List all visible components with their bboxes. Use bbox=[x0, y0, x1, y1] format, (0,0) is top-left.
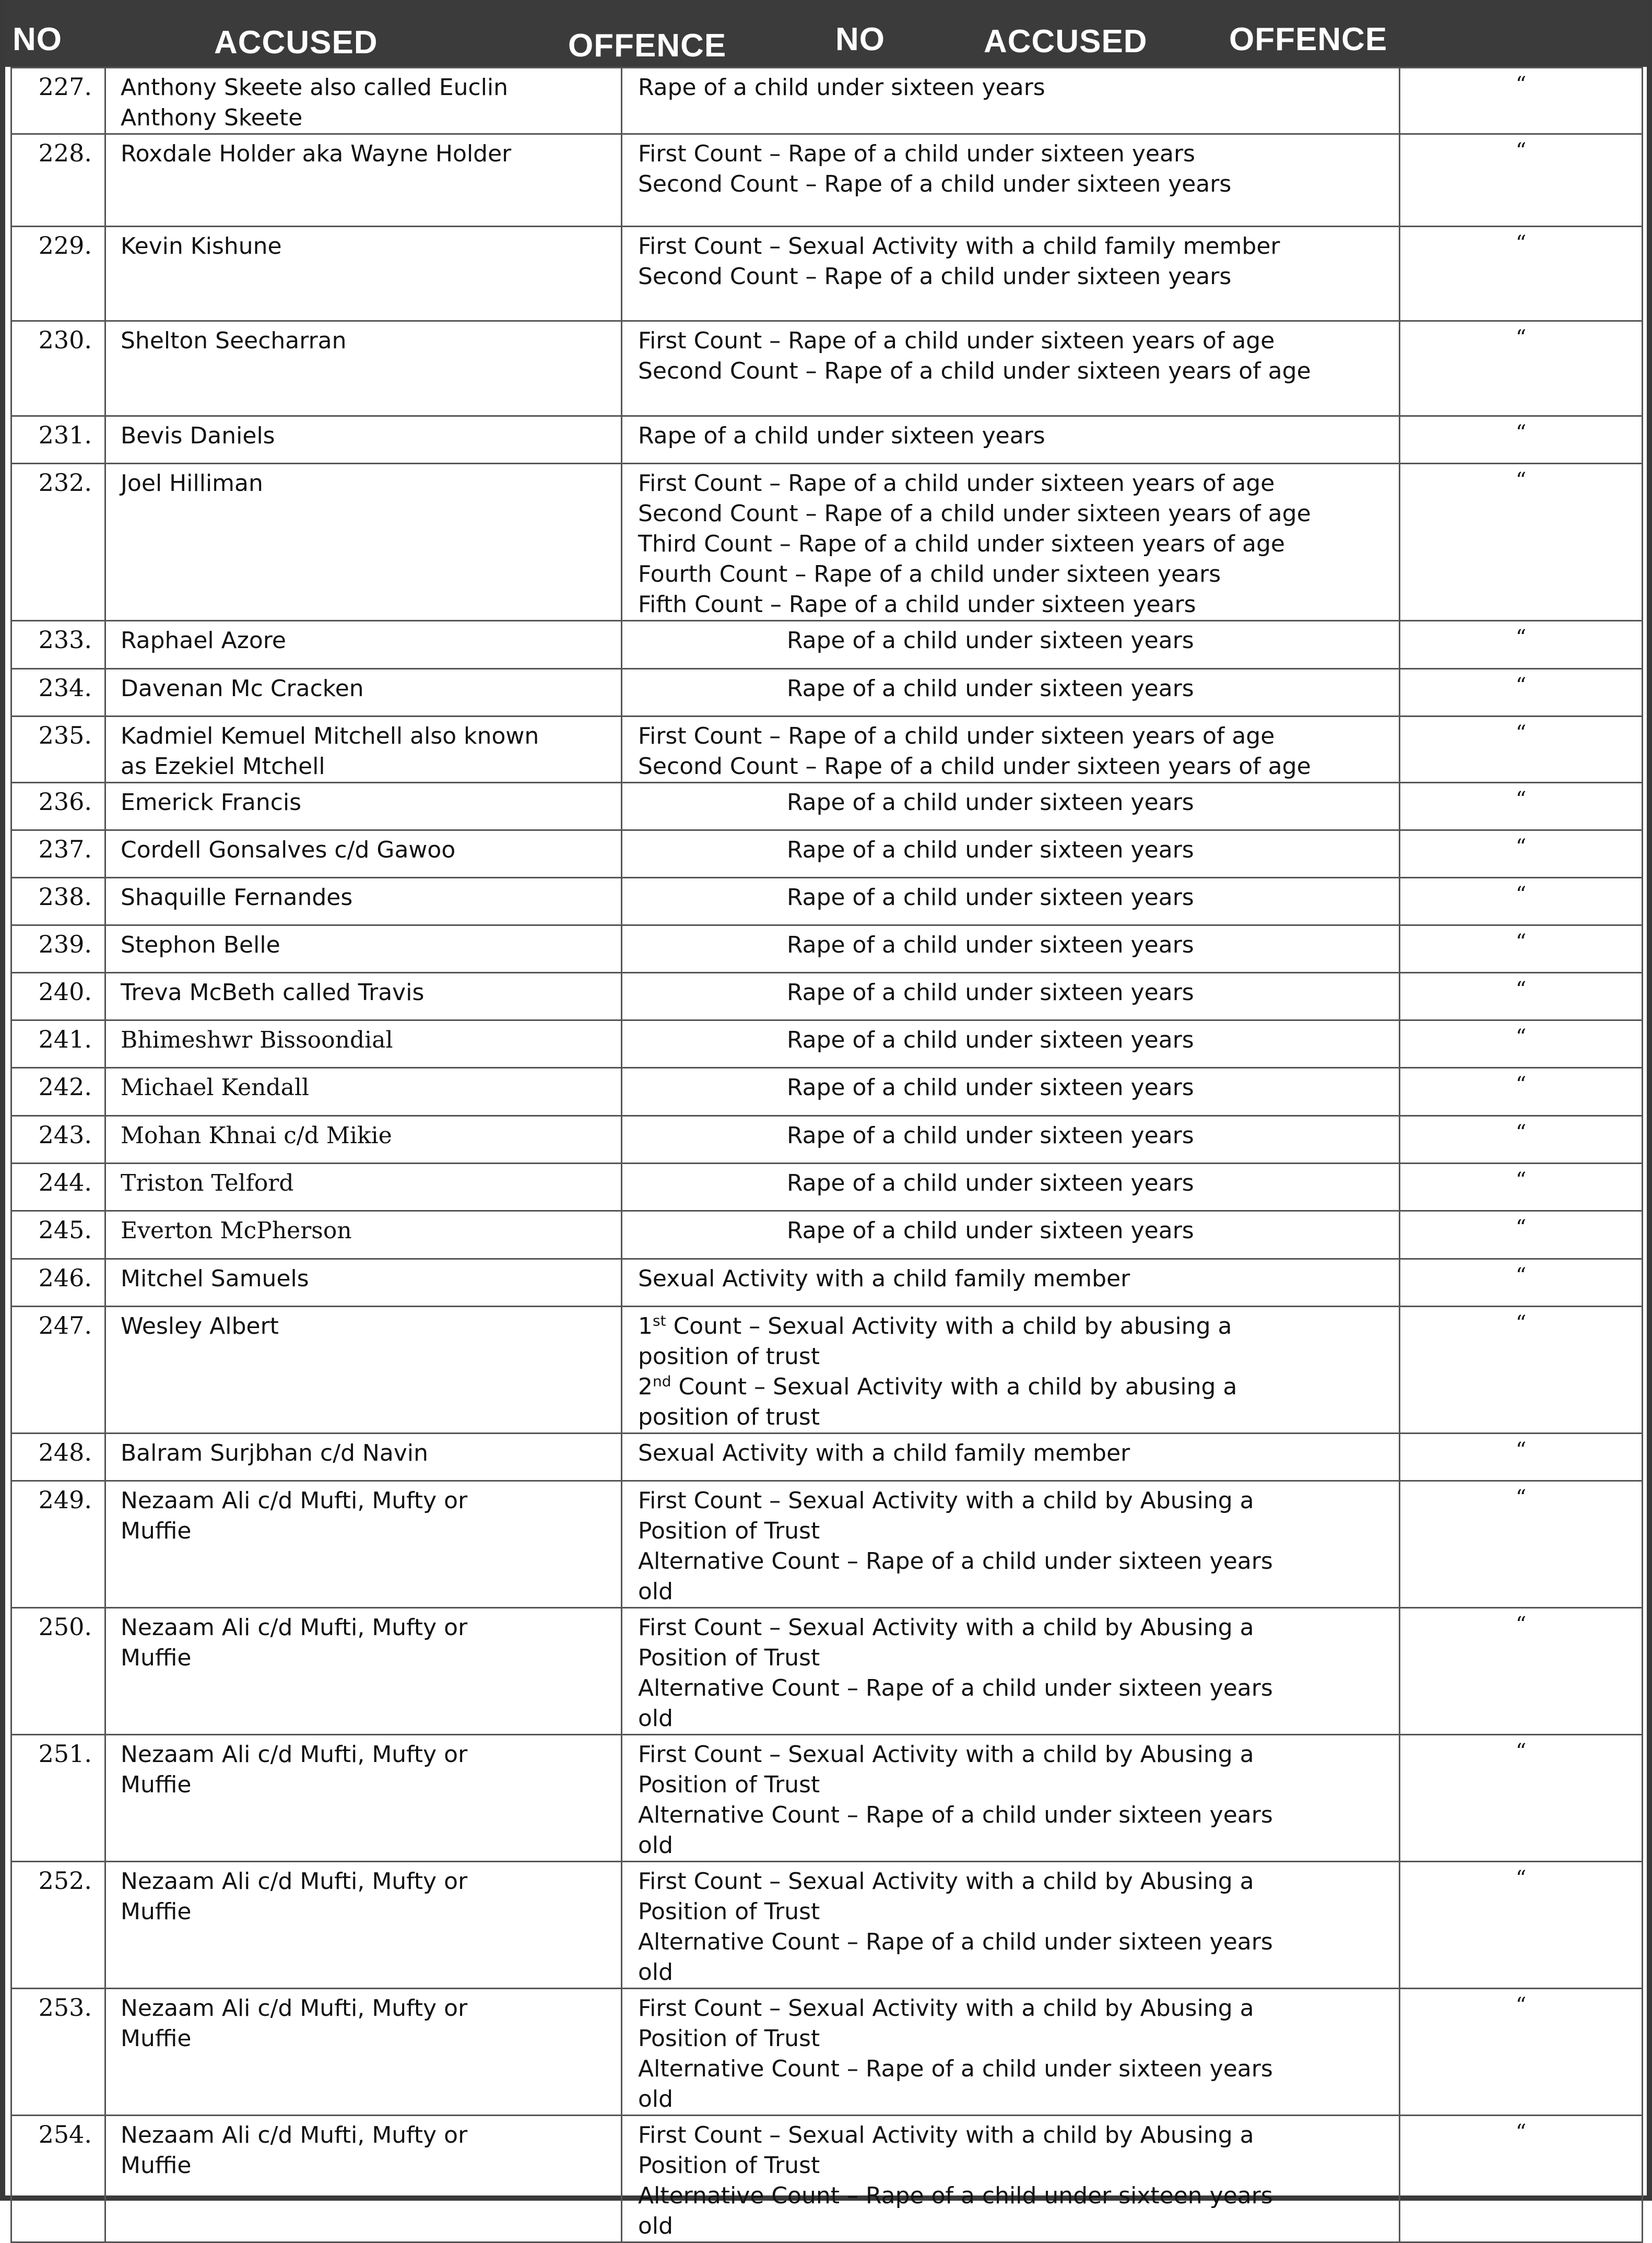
accused-cell bbox=[105, 925, 622, 973]
offence-cell bbox=[622, 783, 1400, 830]
ditto-mark: “ bbox=[1400, 925, 1643, 973]
accused-cell bbox=[105, 464, 622, 621]
accused-name-line: Bevis Daniels bbox=[121, 422, 275, 449]
ditto-mark: “ bbox=[1400, 717, 1643, 783]
offence-cell bbox=[622, 1164, 1400, 1211]
accused-name-line: Shaquille Fernandes bbox=[121, 884, 353, 911]
accused-cell bbox=[105, 783, 622, 830]
offence-line: Sexual Activity with a child family member bbox=[638, 1440, 1130, 1466]
offence-line: Second Count – Rape of a child under sixteen years of age bbox=[638, 753, 1311, 780]
table-row bbox=[11, 68, 1643, 134]
offence-cell bbox=[622, 2116, 1400, 2242]
accused-name-line: Everton McPherson bbox=[121, 1217, 352, 1244]
offence-cell bbox=[622, 1434, 1400, 1481]
table-row bbox=[11, 1989, 1643, 2116]
row-number: 246. bbox=[11, 1259, 105, 1307]
offence-line: Fifth Count – Rape of a child under sixteen years bbox=[638, 591, 1196, 618]
accused-cell bbox=[105, 1735, 622, 1862]
accused-register-table bbox=[10, 67, 1643, 2243]
offence-line: Rape of a child under sixteen years bbox=[787, 837, 1194, 863]
row-number: 240. bbox=[11, 973, 105, 1020]
offence-line: First Count – Rape of a child under sixteen years of age bbox=[638, 470, 1275, 497]
offence-cell bbox=[622, 1989, 1400, 2116]
row-number: 251. bbox=[11, 1735, 105, 1862]
accused-name-line: Nezaam Ali c/d Mufti, Mufty or bbox=[121, 2122, 468, 2148]
ditto-mark: “ bbox=[1400, 68, 1643, 134]
accused-name-line: Michael Kendall bbox=[121, 1074, 310, 1101]
offence-line: old bbox=[638, 1959, 674, 1986]
offence-line: First Count – Sexual Activity with a child family member bbox=[638, 233, 1280, 260]
accused-cell bbox=[105, 1020, 622, 1068]
offence-line: Alternative Count – Rape of a child under sixteen years bbox=[638, 2182, 1273, 2209]
offence-line: First Count – Sexual Activity with a child by Abusing a bbox=[638, 2122, 1254, 2148]
accused-name-line: Davenan Mc Cracken bbox=[121, 675, 364, 702]
table-row bbox=[11, 783, 1643, 830]
row-number: 232. bbox=[11, 464, 105, 621]
offence-line: Rape of a child under sixteen years bbox=[787, 627, 1194, 654]
offence-line: Alternative Count – Rape of a child under sixteen years bbox=[638, 1675, 1273, 1701]
offence-cell bbox=[622, 1068, 1400, 1116]
row-number: 243. bbox=[11, 1116, 105, 1164]
offence-line: Rape of a child under sixteen years bbox=[638, 422, 1045, 449]
row-number: 236. bbox=[11, 783, 105, 830]
header-offence: OFFENCE bbox=[568, 28, 727, 64]
accused-cell bbox=[105, 416, 622, 464]
row-number: 245. bbox=[11, 1211, 105, 1259]
offence-line: First Count – Sexual Activity with a child by Abusing a bbox=[638, 1995, 1254, 2022]
accused-name-line: Nezaam Ali c/d Mufti, Mufty or bbox=[121, 1741, 468, 1768]
offence-line: Position of Trust bbox=[638, 1645, 820, 1671]
offence-line: old bbox=[638, 1578, 674, 1605]
ditto-mark: “ bbox=[1400, 1608, 1643, 1735]
row-number: 235. bbox=[11, 717, 105, 783]
ditto-mark: “ bbox=[1400, 464, 1643, 621]
row-number: 239. bbox=[11, 925, 105, 973]
ditto-mark: “ bbox=[1400, 1989, 1643, 2116]
ditto-mark: “ bbox=[1400, 2116, 1643, 2242]
accused-cell bbox=[105, 227, 622, 321]
row-number: 237. bbox=[11, 830, 105, 878]
offence-line: old bbox=[638, 1705, 674, 1732]
accused-cell bbox=[105, 1211, 622, 1259]
accused-name-line: Stephon Belle bbox=[121, 932, 280, 958]
offence-line: Alternative Count – Rape of a child under sixteen years bbox=[638, 1802, 1273, 1828]
row-number: 227. bbox=[11, 68, 105, 134]
offence-line: Rape of a child under sixteen years bbox=[638, 74, 1045, 101]
offence-cell bbox=[622, 1735, 1400, 1862]
accused-cell bbox=[105, 1307, 622, 1434]
accused-name-line: Joel Hilliman bbox=[121, 470, 263, 497]
ditto-mark: “ bbox=[1400, 878, 1643, 925]
offence-line: Rape of a child under sixteen years bbox=[787, 789, 1194, 816]
accused-name-line: Mitchel Samuels bbox=[121, 1265, 309, 1292]
header-offence-2: OFFENCE bbox=[1229, 21, 1388, 57]
offence-line: Position of Trust bbox=[638, 1898, 820, 1925]
ditto-mark: “ bbox=[1400, 227, 1643, 321]
ditto-mark: “ bbox=[1400, 669, 1643, 717]
offence-line: Rape of a child under sixteen years bbox=[787, 1170, 1194, 1196]
accused-name-line: Kadmiel Kemuel Mitchell also known bbox=[121, 723, 539, 749]
offence-cell bbox=[622, 973, 1400, 1020]
offence-line: Rape of a child under sixteen years bbox=[787, 932, 1194, 958]
ditto-mark: “ bbox=[1400, 1020, 1643, 1068]
row-number: 241. bbox=[11, 1020, 105, 1068]
ditto-mark: “ bbox=[1400, 1068, 1643, 1116]
offence-cell bbox=[622, 830, 1400, 878]
accused-name-line: Emerick Francis bbox=[121, 789, 302, 816]
accused-name-line: Muffie bbox=[121, 1771, 192, 1798]
offence-cell bbox=[622, 416, 1400, 464]
row-number: 253. bbox=[11, 1989, 105, 2116]
table-row bbox=[11, 1068, 1643, 1116]
ditto-mark: “ bbox=[1400, 1481, 1643, 1608]
ditto-mark: “ bbox=[1400, 321, 1643, 416]
row-number: 238. bbox=[11, 878, 105, 925]
offence-line: Second Count – Rape of a child under sixteen years of age bbox=[638, 358, 1311, 384]
accused-cell bbox=[105, 1164, 622, 1211]
offence-line: Rape of a child under sixteen years bbox=[787, 675, 1194, 702]
table-row bbox=[11, 717, 1643, 783]
offence-line: First Count – Rape of a child under sixteen years of age bbox=[638, 327, 1275, 354]
table-header-bar bbox=[5, 0, 1647, 67]
offence-line: First Count – Sexual Activity with a child by Abusing a bbox=[638, 1741, 1254, 1768]
accused-name-line: Treva McBeth called Travis bbox=[121, 979, 424, 1006]
table-row bbox=[11, 1211, 1643, 1259]
accused-name-line: Nezaam Ali c/d Mufti, Mufty or bbox=[121, 1995, 468, 2022]
accused-cell bbox=[105, 1989, 622, 2116]
header-accused-2: ACCUSED bbox=[984, 24, 1148, 60]
offence-line: Rape of a child under sixteen years bbox=[787, 1027, 1194, 1053]
offence-line: First Count – Sexual Activity with a child by Abusing a bbox=[638, 1487, 1254, 1514]
row-number: 230. bbox=[11, 321, 105, 416]
table-row bbox=[11, 464, 1643, 621]
offence-line: Third Count – Rape of a child under sixteen years of age bbox=[638, 531, 1285, 557]
offence-line: Rape of a child under sixteen years bbox=[787, 1217, 1194, 1244]
offence-cell bbox=[622, 1116, 1400, 1164]
accused-name-line: Triston Telford bbox=[121, 1170, 294, 1196]
accused-name-line: Nezaam Ali c/d Mufti, Mufty or bbox=[121, 1868, 468, 1895]
accused-name-line: Balram Surjbhan c/d Navin bbox=[121, 1440, 429, 1466]
offence-cell bbox=[622, 621, 1400, 669]
table-row bbox=[11, 227, 1643, 321]
accused-name-line: Kevin Kishune bbox=[121, 233, 282, 260]
table-row bbox=[11, 1434, 1643, 1481]
table-row bbox=[11, 416, 1643, 464]
ditto-mark: “ bbox=[1400, 973, 1643, 1020]
accused-cell bbox=[105, 134, 622, 227]
accused-cell bbox=[105, 1434, 622, 1481]
accused-cell bbox=[105, 973, 622, 1020]
offence-cell bbox=[622, 134, 1400, 227]
offence-line: position of trust bbox=[638, 1343, 820, 1370]
table-row bbox=[11, 1020, 1643, 1068]
accused-name-line: Anthony Skeete bbox=[121, 104, 303, 131]
accused-name-line: Muffie bbox=[121, 1645, 192, 1671]
table-row bbox=[11, 1116, 1643, 1164]
accused-name-line: Muffie bbox=[121, 1518, 192, 1544]
header-accused: ACCUSED bbox=[214, 25, 378, 61]
row-number: 231. bbox=[11, 416, 105, 464]
accused-cell bbox=[105, 2116, 622, 2242]
row-number: 228. bbox=[11, 134, 105, 227]
offence-line: Rape of a child under sixteen years bbox=[787, 1122, 1194, 1149]
accused-cell bbox=[105, 1608, 622, 1735]
table-row bbox=[11, 973, 1643, 1020]
offence-line: Position of Trust bbox=[638, 2152, 820, 2179]
ditto-mark: “ bbox=[1400, 1434, 1643, 1481]
row-number: 247. bbox=[11, 1307, 105, 1434]
offence-line: First Count – Sexual Activity with a child by Abusing a bbox=[638, 1614, 1254, 1641]
ditto-mark: “ bbox=[1400, 1259, 1643, 1307]
table-row bbox=[11, 669, 1643, 717]
offence-line: Alternative Count – Rape of a child under sixteen years bbox=[638, 1548, 1273, 1575]
row-number: 249. bbox=[11, 1481, 105, 1608]
table-row bbox=[11, 621, 1643, 669]
table-row bbox=[11, 1735, 1643, 1862]
offence-cell bbox=[622, 925, 1400, 973]
ditto-mark: “ bbox=[1400, 621, 1643, 669]
offence-cell bbox=[622, 464, 1400, 621]
accused-name-line: Nezaam Ali c/d Mufti, Mufty or bbox=[121, 1487, 468, 1514]
accused-name-line: Bhimeshwr Bissoondial bbox=[121, 1027, 393, 1053]
accused-name-line: as Ezekiel Mtchell bbox=[121, 753, 325, 780]
offence-line: 1st Count – Sexual Activity with a child by abusing a bbox=[638, 1312, 1232, 1340]
row-number: 254. bbox=[11, 2116, 105, 2242]
offence-line: old bbox=[638, 2086, 674, 2112]
accused-cell bbox=[105, 1259, 622, 1307]
accused-cell bbox=[105, 717, 622, 783]
table-row bbox=[11, 830, 1643, 878]
offence-line: Position of Trust bbox=[638, 1771, 820, 1798]
ditto-mark: “ bbox=[1400, 1116, 1643, 1164]
row-number: 229. bbox=[11, 227, 105, 321]
ditto-mark: “ bbox=[1400, 1862, 1643, 1989]
table-row bbox=[11, 2116, 1643, 2242]
offence-line: Sexual Activity with a child family member bbox=[638, 1265, 1130, 1292]
accused-name-line: Mohan Khnai c/d Mikie bbox=[121, 1122, 392, 1149]
accused-name-line: Muffie bbox=[121, 1898, 192, 1925]
offence-cell bbox=[622, 669, 1400, 717]
accused-cell bbox=[105, 878, 622, 925]
offence-line: Fourth Count – Rape of a child under sixteen years bbox=[638, 561, 1221, 588]
header-no-2: NO bbox=[835, 21, 885, 57]
ditto-mark: “ bbox=[1400, 134, 1643, 227]
accused-name-line: Cordell Gonsalves c/d Gawoo bbox=[121, 837, 456, 863]
accused-name-line: Nezaam Ali c/d Mufti, Mufty or bbox=[121, 1614, 468, 1641]
offence-cell bbox=[622, 1862, 1400, 1989]
accused-name-line: Raphael Azore bbox=[121, 627, 286, 654]
offence-line: Second Count – Rape of a child under sixteen years bbox=[638, 171, 1232, 197]
table-row bbox=[11, 1307, 1643, 1434]
offence-line: old bbox=[638, 2213, 674, 2239]
offence-cell bbox=[622, 227, 1400, 321]
accused-cell bbox=[105, 321, 622, 416]
offence-line: First Count – Sexual Activity with a child by Abusing a bbox=[638, 1868, 1254, 1895]
offence-line: old bbox=[638, 1832, 674, 1859]
row-number: 234. bbox=[11, 669, 105, 717]
offence-line: Second Count – Rape of a child under sixteen years bbox=[638, 263, 1232, 290]
row-number: 242. bbox=[11, 1068, 105, 1116]
offence-line: Position of Trust bbox=[638, 2025, 820, 2052]
offence-cell bbox=[622, 68, 1400, 134]
table-row bbox=[11, 1608, 1643, 1735]
accused-cell bbox=[105, 1481, 622, 1608]
accused-name-line: Wesley Albert bbox=[121, 1313, 279, 1340]
offence-line: Rape of a child under sixteen years bbox=[787, 1074, 1194, 1101]
offence-cell bbox=[622, 1211, 1400, 1259]
offence-line: Rape of a child under sixteen years bbox=[787, 884, 1194, 911]
offence-line: First Count – Rape of a child under sixteen years of age bbox=[638, 723, 1275, 749]
ditto-mark: “ bbox=[1400, 830, 1643, 878]
header-no: NO bbox=[13, 21, 62, 57]
table-row bbox=[11, 1481, 1643, 1608]
offence-line: Alternative Count – Rape of a child under sixteen years bbox=[638, 1929, 1273, 1955]
table-row bbox=[11, 1164, 1643, 1211]
row-number: 250. bbox=[11, 1608, 105, 1735]
row-number: 233. bbox=[11, 621, 105, 669]
offence-cell bbox=[622, 717, 1400, 783]
row-number: 244. bbox=[11, 1164, 105, 1211]
table-row bbox=[11, 134, 1643, 227]
offence-line: Alternative Count – Rape of a child under sixteen years bbox=[638, 2056, 1273, 2082]
offence-cell bbox=[622, 878, 1400, 925]
row-number: 252. bbox=[11, 1862, 105, 1989]
offence-line: Second Count – Rape of a child under sixteen years of age bbox=[638, 500, 1311, 527]
offence-cell bbox=[622, 1259, 1400, 1307]
accused-name-line: Roxdale Holder aka Wayne Holder bbox=[121, 140, 512, 167]
ditto-mark: “ bbox=[1400, 1307, 1643, 1434]
offence-line: Rape of a child under sixteen years bbox=[787, 979, 1194, 1006]
ditto-mark: “ bbox=[1400, 416, 1643, 464]
row-number: 248. bbox=[11, 1434, 105, 1481]
accused-name-line: Shelton Seecharran bbox=[121, 327, 347, 354]
table-row bbox=[11, 925, 1643, 973]
ditto-mark: “ bbox=[1400, 1735, 1643, 1862]
accused-cell bbox=[105, 1068, 622, 1116]
accused-cell bbox=[105, 621, 622, 669]
offence-line: Position of Trust bbox=[638, 1518, 820, 1544]
accused-name-line: Muffie bbox=[121, 2025, 192, 2052]
ditto-mark: “ bbox=[1400, 1211, 1643, 1259]
table-row bbox=[11, 1862, 1643, 1989]
table-row bbox=[11, 878, 1643, 925]
accused-cell bbox=[105, 1116, 622, 1164]
offence-cell bbox=[622, 1608, 1400, 1735]
accused-name-line: Anthony Skeete also called Euclin bbox=[121, 74, 509, 101]
accused-cell bbox=[105, 830, 622, 878]
offence-cell bbox=[622, 1020, 1400, 1068]
accused-name-line: Muffie bbox=[121, 2152, 192, 2179]
accused-cell bbox=[105, 68, 622, 134]
offence-cell bbox=[622, 321, 1400, 416]
accused-cell bbox=[105, 1862, 622, 1989]
offence-line: First Count – Rape of a child under sixteen years bbox=[638, 140, 1195, 167]
ditto-mark: “ bbox=[1400, 1164, 1643, 1211]
table-row bbox=[11, 321, 1643, 416]
offence-line: position of trust bbox=[638, 1404, 820, 1430]
table-row bbox=[11, 1259, 1643, 1307]
offence-cell bbox=[622, 1307, 1400, 1434]
offence-line: 2nd Count – Sexual Activity with a child by abusing a bbox=[638, 1372, 1237, 1400]
offence-cell bbox=[622, 1481, 1400, 1608]
ditto-mark: “ bbox=[1400, 783, 1643, 830]
accused-cell bbox=[105, 669, 622, 717]
